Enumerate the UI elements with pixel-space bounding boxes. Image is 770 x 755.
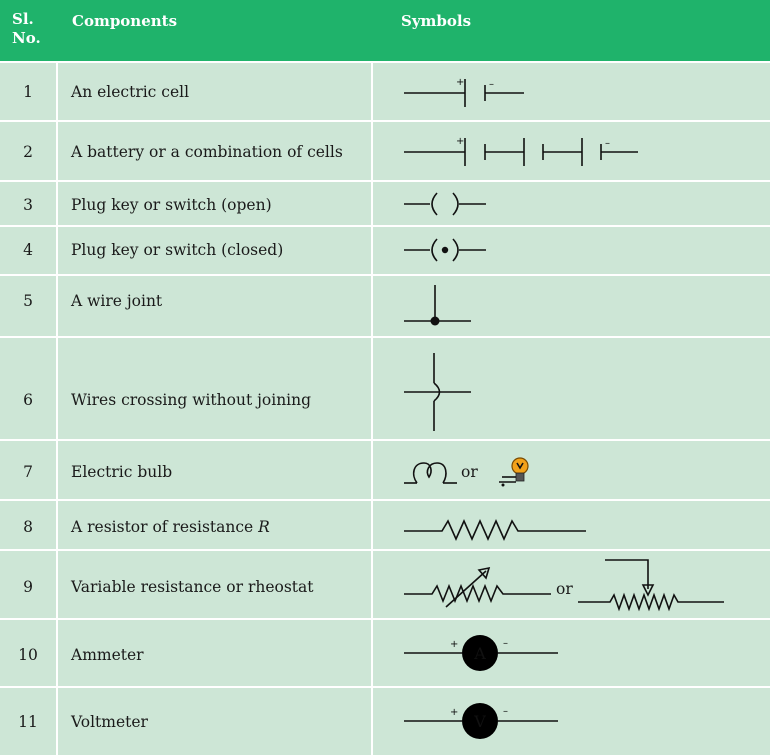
rheostat-symbol — [373, 551, 770, 618]
component-label-prefix: A resistor of resistance — [71, 518, 259, 536]
minus-sign: – — [503, 706, 508, 717]
or-label: or — [556, 580, 573, 598]
row-number: 11 — [18, 713, 38, 731]
table-header — [0, 0, 770, 61]
header-sl-line1: Sl. — [12, 10, 34, 28]
component-label: A wire joint — [71, 292, 163, 310]
table-row — [0, 63, 770, 120]
minus-sign: – — [605, 138, 610, 149]
row-number: 10 — [18, 646, 38, 664]
row-number: 7 — [23, 463, 33, 481]
open-switch-symbol — [373, 182, 770, 225]
component-label: Electric bulb — [71, 463, 173, 481]
ammeter-letter: A — [474, 644, 486, 663]
resistor-symbol — [373, 501, 770, 549]
component-label — [71, 518, 270, 536]
table-row — [0, 441, 770, 499]
table-row — [0, 182, 770, 225]
table-row — [0, 122, 770, 180]
row-number: 8 — [23, 518, 33, 536]
header-components: Components — [72, 12, 178, 30]
plus-sign: + — [456, 136, 465, 147]
table-row — [0, 501, 770, 549]
row-number: 1 — [23, 83, 33, 101]
or-label: or — [461, 463, 478, 481]
row-number: 4 — [23, 241, 33, 259]
voltmeter-letter: V — [474, 712, 486, 731]
header-symbols: Symbols — [401, 12, 472, 30]
table-row — [0, 551, 770, 618]
table-row — [0, 338, 770, 439]
wire-joint-symbol — [373, 276, 770, 336]
component-label: Ammeter — [71, 646, 144, 664]
component-label: Voltmeter — [71, 713, 148, 731]
table-row — [0, 688, 770, 755]
battery-symbol — [373, 122, 770, 180]
row-number: 3 — [23, 196, 33, 214]
component-label-variable: R — [258, 518, 270, 536]
table-row — [0, 620, 770, 686]
row-number: 6 — [23, 391, 33, 409]
table-row — [0, 227, 770, 274]
plus-sign: + — [456, 77, 465, 88]
minus-sign: – — [489, 79, 494, 90]
plus-sign: + — [450, 707, 459, 718]
header-sl-line2: No. — [12, 29, 41, 47]
row-number: 5 — [23, 292, 33, 310]
ammeter-symbol — [373, 620, 770, 686]
component-label: Plug key or switch (open) — [71, 196, 272, 214]
cell-symbol — [373, 63, 770, 120]
closed-switch-symbol — [373, 227, 770, 274]
minus-sign: – — [503, 638, 508, 649]
table-row — [0, 276, 770, 336]
component-label: Plug key or switch (closed) — [71, 241, 284, 259]
component-label: Variable resistance or rheostat — [71, 578, 314, 596]
component-label: A battery or a combination of cells — [71, 143, 343, 161]
component-label: Wires crossing without joining — [71, 391, 312, 409]
wires-crossing-symbol — [373, 338, 770, 439]
header-sl-no — [12, 10, 56, 71]
row-number: 9 — [23, 578, 33, 596]
plus-sign: + — [450, 639, 459, 650]
component-label: An electric cell — [71, 83, 190, 101]
row-number: 2 — [23, 143, 33, 161]
bulb-picture-icon — [373, 441, 770, 499]
voltmeter-symbol — [373, 688, 770, 755]
